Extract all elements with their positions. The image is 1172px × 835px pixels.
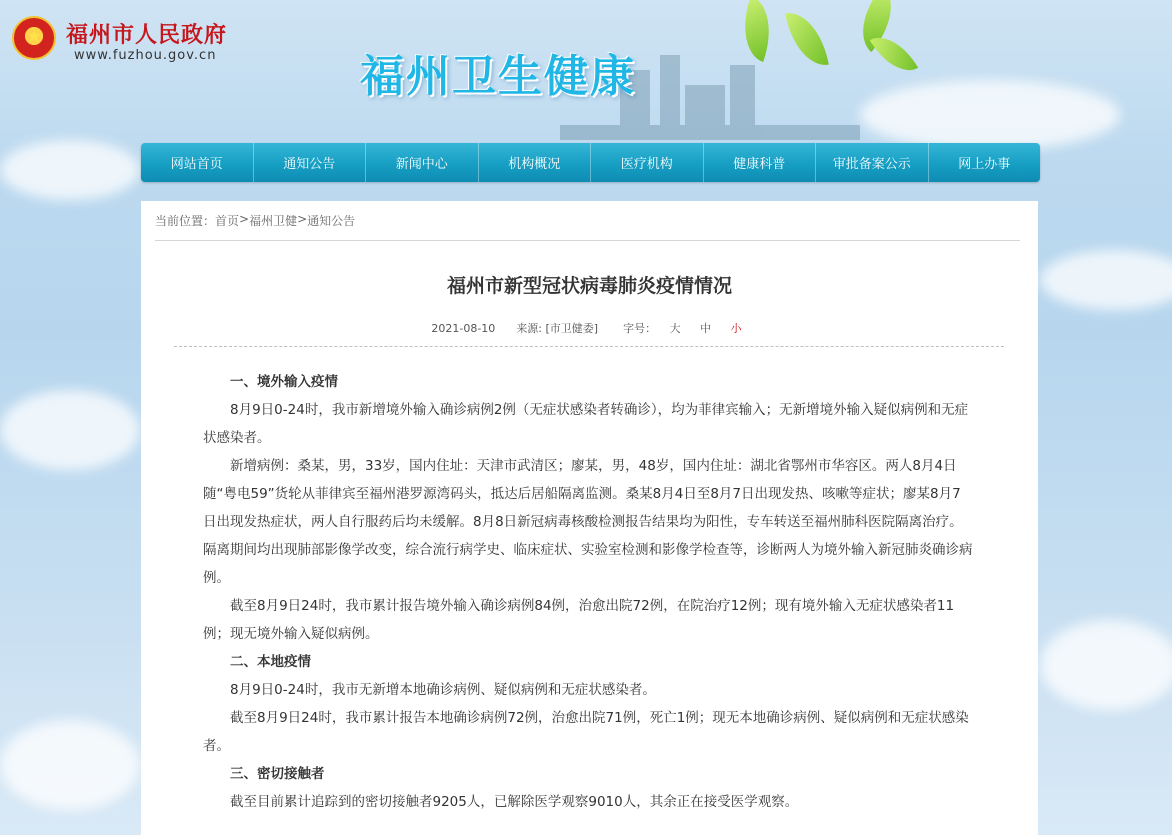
national-emblem-icon[interactable] [12,16,56,60]
nav-item-notices[interactable]: 通知公告 [254,143,367,182]
article-body [203,368,973,816]
breadcrumb-level1-link[interactable]: 福州卫健 [249,214,298,228]
cloud-decoration [0,390,140,470]
nav-item-online-services[interactable]: 网上办事 [958,157,1011,172]
section-heading: 一、境外输入疫情 [230,374,338,390]
breadcrumb-level2-link[interactable]: 通知公告 [307,214,356,228]
nav-item-medical-institutions[interactable]: 医疗机构 [591,143,704,182]
dashed-divider [174,346,1004,347]
article-source: 来源: [市卫健委] [516,322,599,335]
font-size-large-button[interactable]: 大 [669,322,681,335]
breadcrumb-separator: > [297,212,308,226]
breadcrumb-home-link[interactable]: 首页 [215,214,240,228]
article-paragraph: 8月9日0-24时，我市无新增本地确诊病例、疑似病例和无症状感染者。 [230,682,656,698]
article-paragraph: 8月9日0-24时，我市新增境外输入确诊病例2例（无症状感染者转确诊），均为菲律宾输入；无新增境外输入疑似病例和无症状感染者。 [203,402,969,446]
nav-item-approval[interactable]: 审批备案公示 [816,143,929,182]
nav-item-health-education[interactable]: 健康科普 [704,143,817,182]
breadcrumb [155,212,355,229]
article-date: 2021-08-10 [431,322,496,335]
cloud-decoration [0,140,140,200]
article-paragraph: 截至8月9日24时，我市累计报告本地确诊病例72例，治愈出院71例，死亡1例；现无本地确诊病例、疑似病例和无症状感染者。 [203,710,969,754]
font-size-small-button[interactable]: 小 [730,322,742,335]
article-paragraph: 新增病例：桑某，男，33岁，国内住址：天津市武清区；廖某，男，48岁，国内住址：湖北省鄂州市华容区。两人8月4日随“粤电59”货轮从菲律宾至福州港罗源湾码头，抵达后居船隔离监测。桑某8月4日至8月7日出现发热、咳嗽等症状；廖某8月7日出现发热症状，两人自行服药后均未缓解。8月8日新冠病毒核酸检测报告结果均为阳性，专车转送至福州肺科医院隔离治疗。隔离期间均出现肺部影像学改变，综合流行病学史、临床症状、实验室检测和影像学检查等，诊断两人为境外输入新冠肺炎确诊病例。 [203,458,973,586]
cloud-decoration [1040,620,1172,710]
gov-url[interactable]: www.fuzhou.gov.cn [74,48,217,63]
main-nav [141,143,1040,182]
cloud-decoration [0,720,140,810]
breadcrumb-separator: > [239,212,250,226]
section-heading: 二、本地疫情 [230,654,311,670]
divider [155,240,1020,241]
cloud-decoration [1040,250,1172,310]
font-size-medium-button[interactable]: 中 [700,322,712,335]
article-paragraph: 截至目前累计追踪到的密切接触者9205人，已解除医学观察9010人，其余正在接受医学观察。 [230,794,799,810]
site-header [0,0,1172,145]
article-title: 福州市新型冠状病毒肺炎疫情情况 [446,275,732,297]
main-content [141,201,1038,835]
nav-item-home[interactable]: 网站首页 [141,143,254,182]
font-size-label: 字号： [623,322,657,335]
nav-item-about[interactable]: 机构概况 [479,143,592,182]
article-paragraph: 截至8月9日24时，我市累计报告境外输入确诊病例84例，治愈出院72例，在院治疗12例；现有境外输入无症状感染者11例；现无境外输入疑似病例。 [203,598,955,642]
article-meta [141,320,1038,336]
nav-item-news[interactable]: 新闻中心 [366,143,479,182]
gov-name[interactable]: 福州市人民政府 [66,23,228,48]
site-title: 福州卫生健康 [360,51,636,102]
breadcrumb-prefix: 当前位置： [155,214,216,228]
section-heading: 三、密切接触者 [230,766,325,782]
